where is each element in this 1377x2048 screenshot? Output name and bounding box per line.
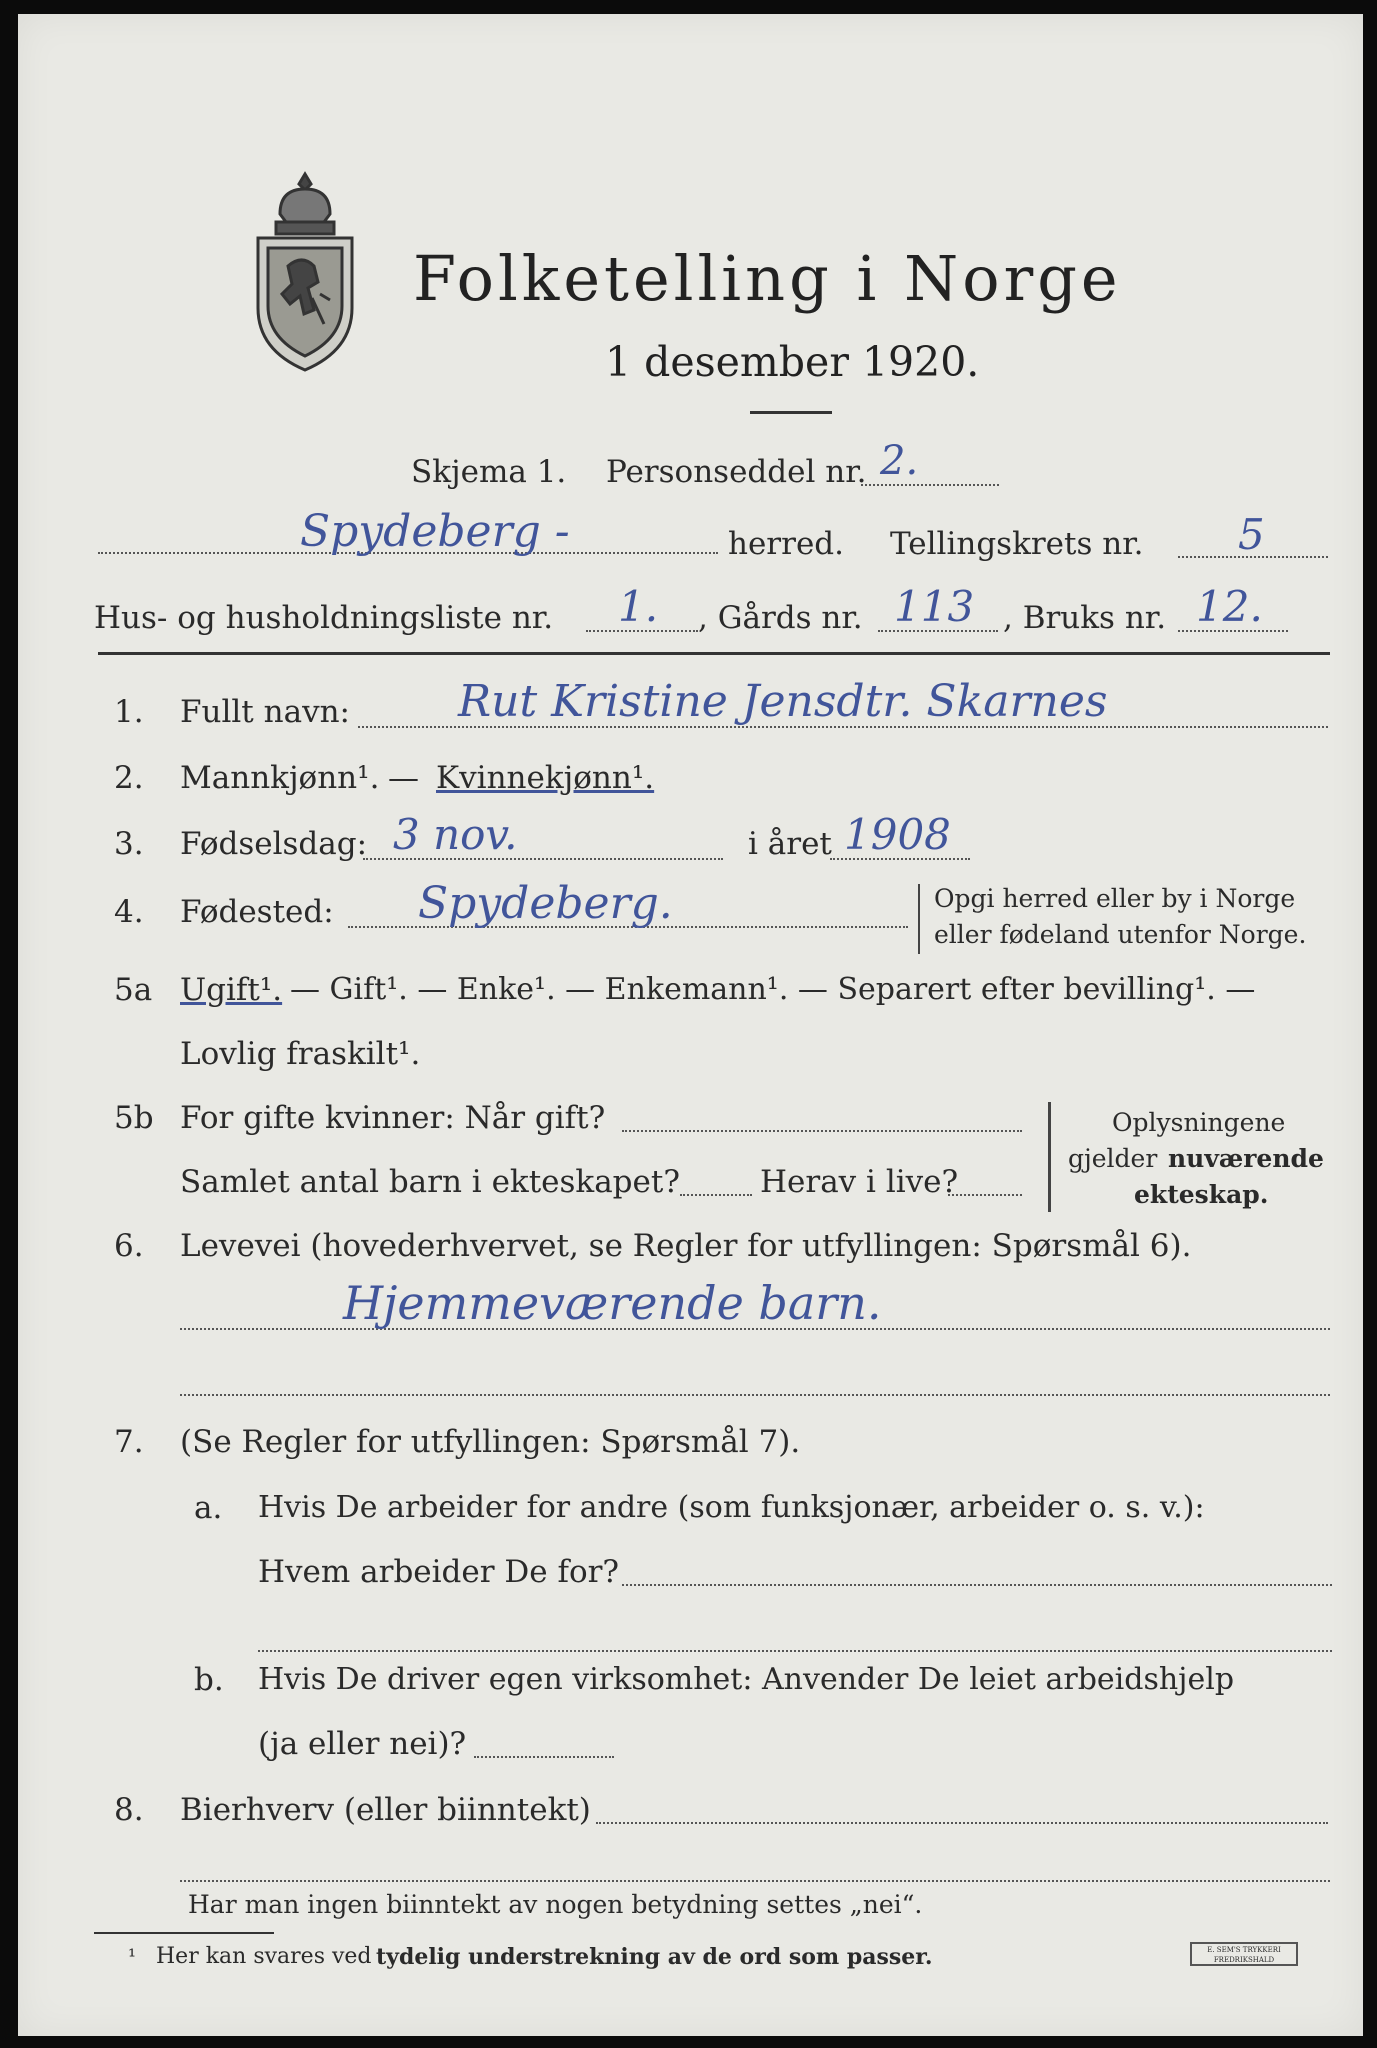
birthday-value: 3 nov. bbox=[393, 810, 518, 859]
footnote-divider bbox=[94, 1932, 274, 1934]
q8-number: 8. bbox=[114, 1792, 144, 1828]
personseddel-label: Personseddel nr. bbox=[606, 454, 867, 490]
bruks-value: 12. bbox=[1196, 582, 1263, 631]
footnote-text-b: tydelig understrekning av de ord som passer. bbox=[376, 1944, 933, 1970]
q5b-note1: Oplysningene bbox=[1112, 1108, 1286, 1137]
q7b-line1: Hvis De driver egen virksomhet: Anvender De leiet arbeidshjelp bbox=[258, 1662, 1235, 1697]
footnote-mark: ¹ bbox=[128, 1944, 137, 1968]
q5b-alive-line bbox=[948, 1194, 1022, 1196]
bruks-label: , Bruks nr. bbox=[1003, 600, 1167, 636]
q5a-ugift-underlined: Ugift¹. bbox=[180, 972, 283, 1008]
q4-note-brace bbox=[918, 884, 920, 954]
q5b-line2b: Herav i live? bbox=[760, 1164, 959, 1200]
birthplace-value: Spydeberg. bbox=[418, 878, 673, 929]
form-title: Folketelling i Norge bbox=[413, 242, 1122, 315]
q4-note-line1: Opgi herred eller by i Norge bbox=[934, 884, 1296, 913]
husliste-value: 1. bbox=[618, 582, 659, 631]
q7-number: 7. bbox=[114, 1424, 144, 1460]
q5b-line1: For gifte kvinner: Når gift? bbox=[180, 1100, 606, 1136]
q5b-number: 5b bbox=[114, 1100, 154, 1136]
birth-year-value: 1908 bbox=[844, 810, 951, 859]
schema-label: Skjema 1. bbox=[411, 454, 567, 490]
q6-label: Levevei (hovederhvervet, se Regler for utfyllingen: Spørsmål 6). bbox=[180, 1228, 1192, 1264]
occupation-value: Hjemmeværende barn. bbox=[343, 1276, 882, 1330]
q4-label: Fødested: bbox=[180, 894, 334, 930]
gards-value: 113 bbox=[894, 582, 975, 631]
q8-line2 bbox=[180, 1880, 1330, 1882]
printer-stamp-text: E. SEM'S TRYKKERI FREDRIKSHALD bbox=[1207, 1946, 1281, 1964]
q2-number: 2. bbox=[114, 760, 144, 796]
q3-year-label: i året bbox=[748, 826, 832, 862]
q5a-line2: Lovlig fraskilt¹. bbox=[180, 1036, 421, 1072]
q7a-line2: Hvem arbeider De for? bbox=[258, 1554, 620, 1590]
q8-line1 bbox=[596, 1822, 1328, 1824]
q5b-note2b: nuværende bbox=[1168, 1144, 1324, 1173]
q5b-children-line bbox=[680, 1194, 752, 1196]
q5a-number: 5a bbox=[114, 972, 153, 1008]
q7b-answer-line bbox=[474, 1756, 614, 1758]
title-divider bbox=[750, 411, 832, 414]
q7a-line1: Hvis De arbeider for andre (som funksjonær, arbeider o. s. v.): bbox=[258, 1490, 1205, 1525]
q3-number: 3. bbox=[114, 826, 144, 862]
q5a-options: — Gift¹. — Enke¹. — Enkemann¹. — Separert efter bevilling¹. — bbox=[290, 972, 1256, 1007]
herred-value: Spydeberg - bbox=[300, 506, 570, 557]
q8-label: Bierhverv (eller biinntekt) bbox=[180, 1792, 591, 1828]
q2-male: Mannkjønn¹. bbox=[180, 760, 380, 796]
personseddel-line bbox=[861, 484, 999, 486]
q5b-line2a: Samlet antal barn i ekteskapet? bbox=[180, 1164, 680, 1200]
q8-note: Har man ingen biinntekt av nogen betydning settes „nei“. bbox=[188, 1890, 923, 1919]
q1-number: 1. bbox=[114, 694, 144, 730]
q7a-extra-line bbox=[258, 1650, 1332, 1652]
tellingskrets-value: 5 bbox=[1238, 510, 1265, 559]
gards-label: , Gårds nr. bbox=[698, 600, 863, 636]
q7a-number: a. bbox=[194, 1490, 223, 1526]
q4-note-line2: eller fødeland utenfor Norge. bbox=[934, 920, 1307, 949]
coat-of-arms-icon bbox=[250, 166, 360, 376]
q6-line2 bbox=[180, 1394, 1330, 1396]
husliste-label: Hus- og husholdningsliste nr. bbox=[94, 600, 554, 636]
q7-label: (Se Regler for utfyllingen: Spørsmål 7). bbox=[180, 1424, 801, 1460]
header-divider bbox=[98, 652, 1330, 655]
q5b-note-brace bbox=[1048, 1102, 1051, 1212]
q7b-number: b. bbox=[194, 1662, 224, 1698]
q7a-employer-line bbox=[622, 1584, 1332, 1586]
q5b-note3: ekteskap. bbox=[1134, 1180, 1269, 1209]
full-name-value: Rut Kristine Jensdtr. Skarnes bbox=[458, 676, 1108, 727]
printer-stamp bbox=[1190, 1942, 1298, 1966]
tellingskrets-label: Tellingskrets nr. bbox=[890, 526, 1144, 562]
q7b-line2: (ja eller nei)? bbox=[258, 1726, 467, 1762]
footnote-text-a: Her kan svares ved bbox=[156, 1944, 372, 1969]
q5b-note2a: gjelder bbox=[1068, 1144, 1158, 1173]
census-form-sheet bbox=[18, 14, 1363, 2036]
census-date: 1 desember 1920. bbox=[605, 338, 980, 386]
q4-number: 4. bbox=[114, 894, 144, 930]
q2-separator: — bbox=[388, 760, 419, 796]
q6-number: 6. bbox=[114, 1228, 144, 1264]
personseddel-value: 2. bbox=[880, 438, 919, 484]
q5b-married-line bbox=[622, 1130, 1022, 1132]
q2-female-underlined: Kvinnekjønn¹. bbox=[436, 760, 655, 796]
herred-label: herred. bbox=[728, 526, 844, 562]
q1-label: Fullt navn: bbox=[180, 694, 350, 730]
q3-label: Fødselsdag: bbox=[180, 826, 368, 862]
